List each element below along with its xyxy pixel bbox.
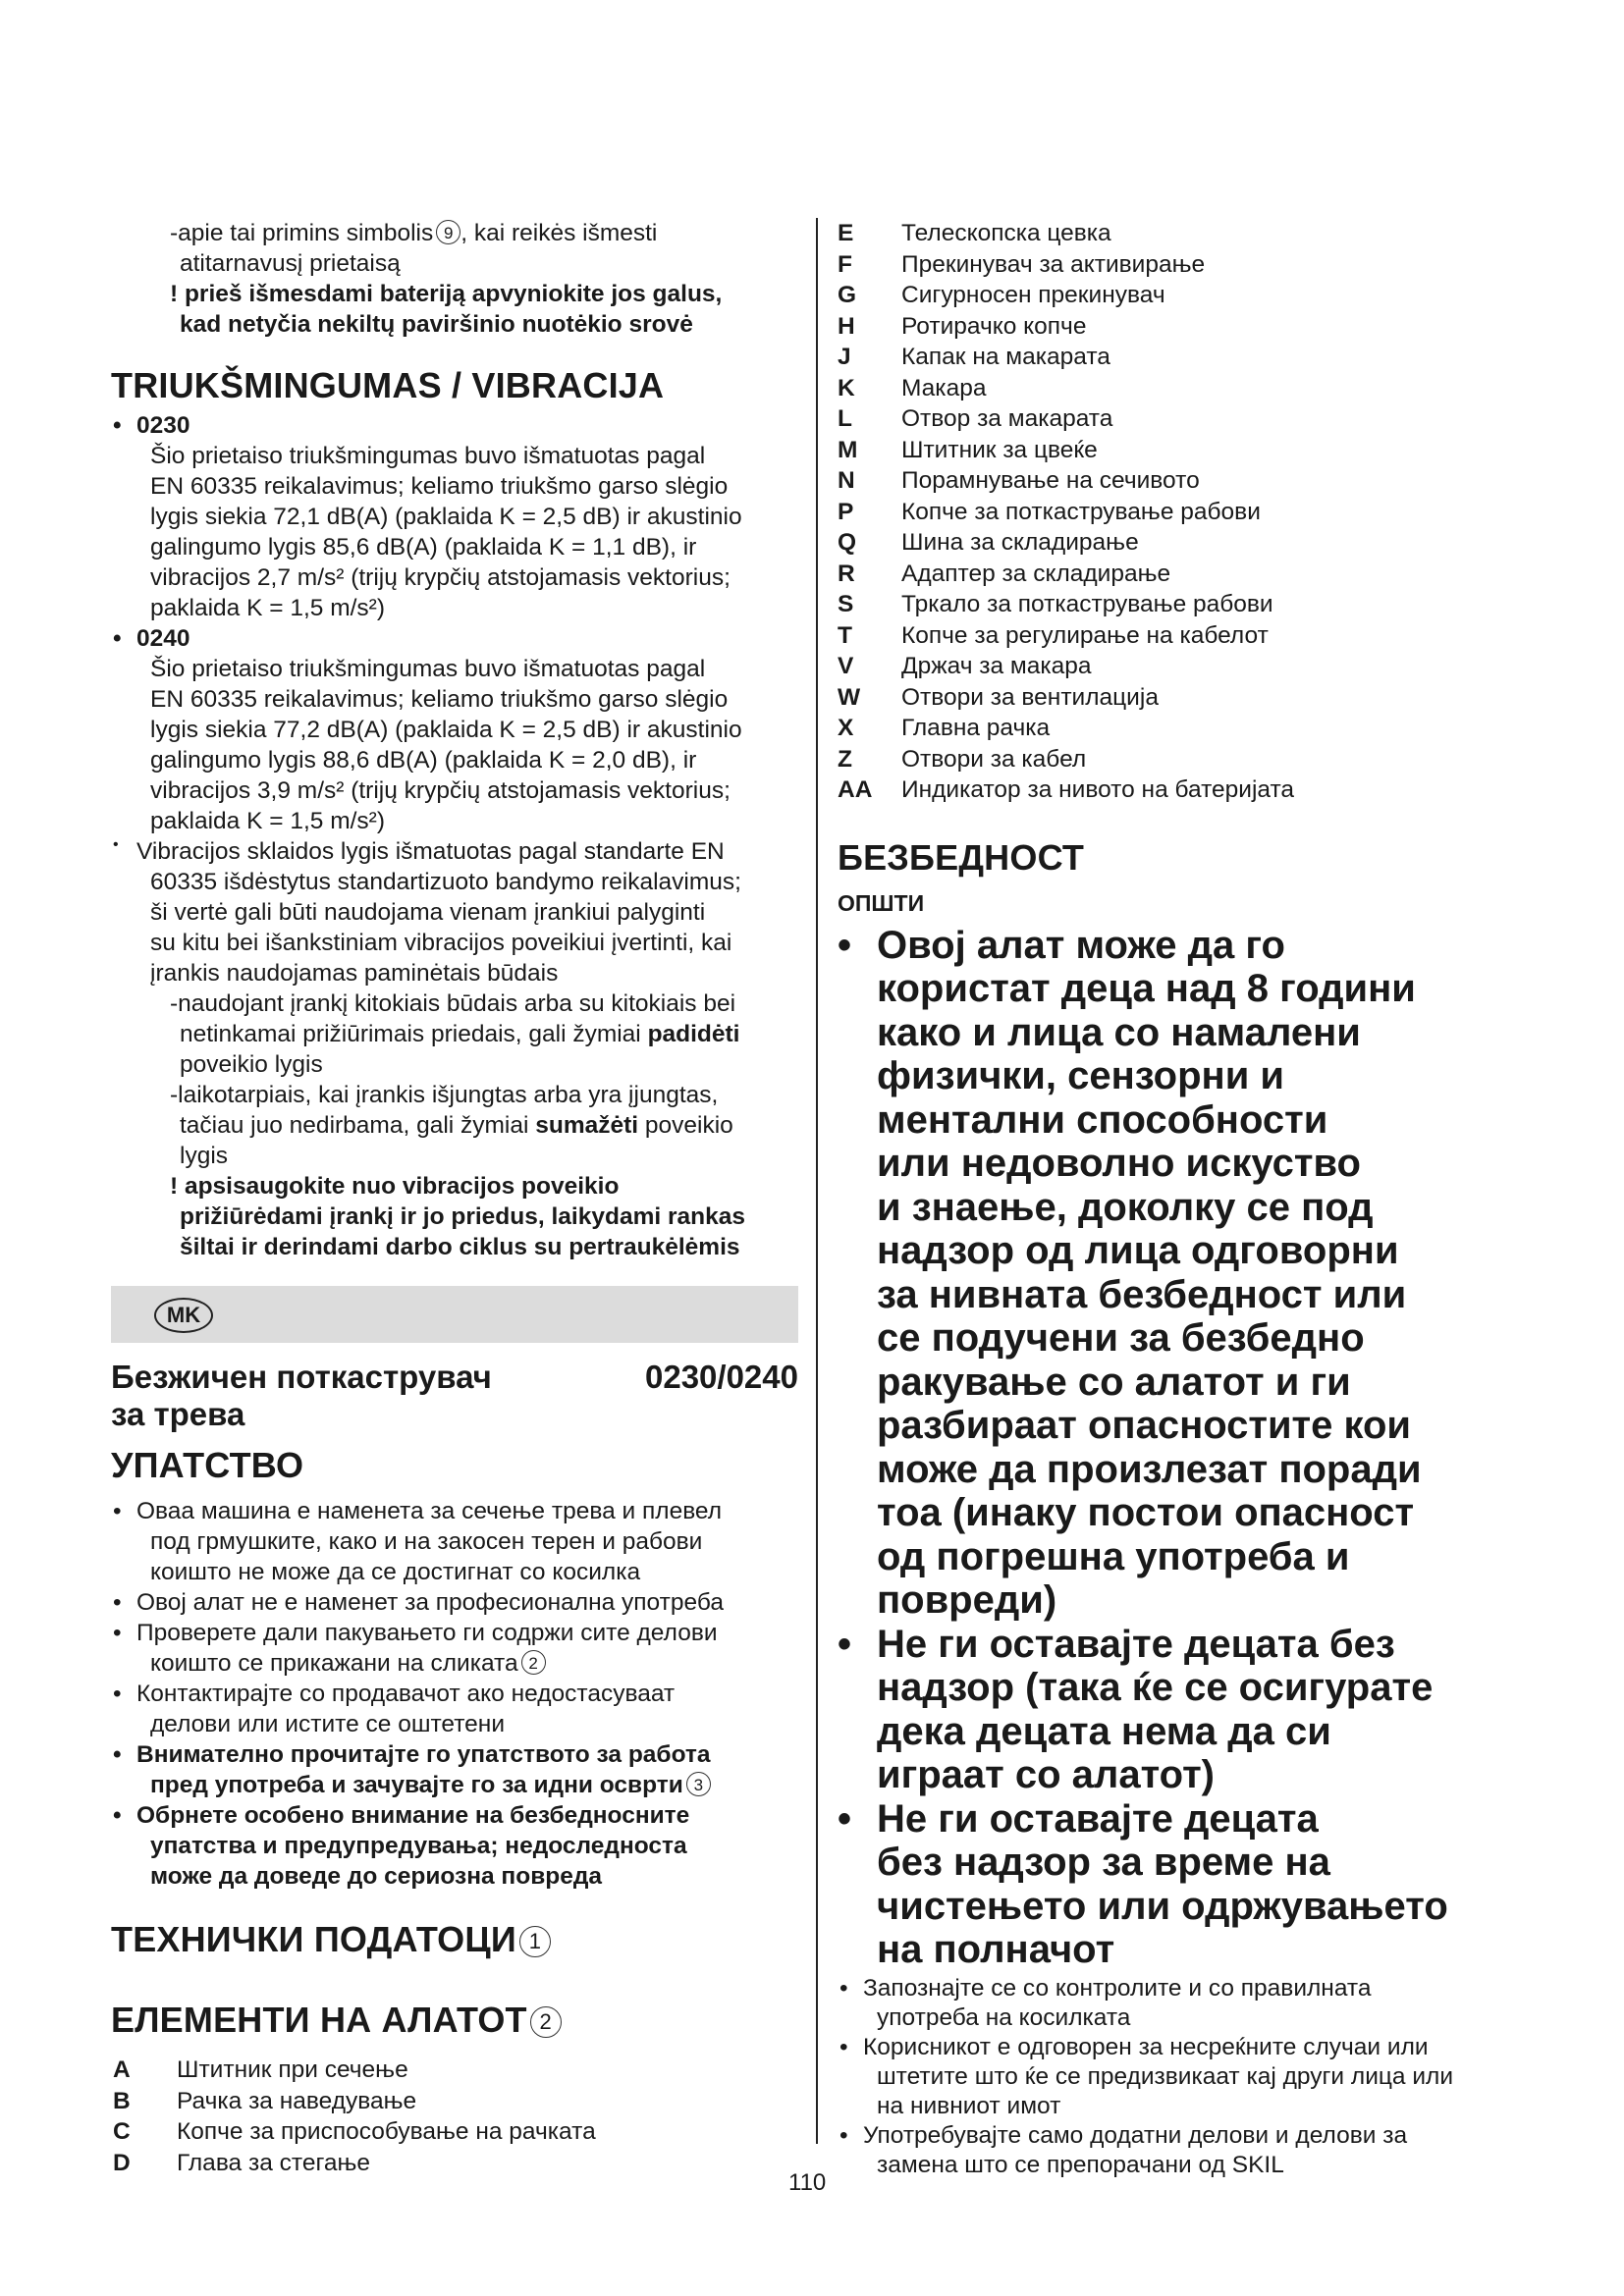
tech-data-title: ТЕХНИЧКИ ПОДАТОЦИ [111,1919,516,1959]
safety-warning-line: чистењето или одржувањето [877,1884,1448,1928]
safety-warning-line: на полначот [877,1928,1115,1971]
tech-data-heading [111,1919,798,1960]
tool-element-key: D [113,2149,131,2176]
safety-rule-line: на нивниот имот [877,2092,1061,2119]
safety-warning-line: како и лица со намалени [877,1010,1361,1054]
model-0240-label: • 0240 [111,623,798,654]
tool-element-row [838,497,1525,528]
disposal-note [111,218,798,340]
tool-element-label: Адаптер за складирање [901,560,1171,587]
tool-element-label: Ротирачко копче [901,312,1087,340]
tool-element-row [113,2086,798,2117]
model-0230-text [111,441,798,623]
tool-element-label: Рачка за наведување [177,2087,417,2114]
safety-warning-item [838,924,1525,1623]
tool-element-key: V [838,653,854,679]
tool-element-key: H [838,312,855,340]
vibration-line: įrankis naudojamas paminėtais būdais [150,960,559,987]
tool-element-row [838,744,1525,775]
vib-note-b2-bold: sumažėti [535,1112,639,1139]
vib-note-a1: -naudojant įrankį kitokiais būdais arba su kitokiais bei [170,990,736,1017]
vibration-line: • Vibracijos sklaidos lygis išmatuotas pagal standarte EN [136,838,725,865]
usage-item-line: • Внимателно прочитајте го упатството за работа [136,1741,711,1768]
model-0230-line: EN 60335 reikalavimus; keliamo triukšmo garso slėgio [150,473,729,500]
vibration-line: su kitu bei išankstiniam vibracijos poveikiui įvertinti, kai [150,930,732,956]
tool-element-row [838,651,1525,682]
tool-element-key: C [113,2118,131,2145]
vib-note-b2-tail: poveikio [638,1112,733,1139]
model-0230-line: vibracijos 2,7 m/s² (trijų krypčių atstojamasis vektorius; [150,564,731,591]
vib-note-b2: tačiau juo nedirbama, gali žymiai [180,1112,536,1139]
language-bar [111,1286,798,1343]
tool-element-row [838,280,1525,311]
tool-element-row [838,589,1525,620]
model-0240-line: vibracijos 3,9 m/s² (trijų krypčių atstojamasis vektorius; [150,777,731,804]
tool-element-label: Порамнување на сечивото [901,467,1200,494]
tool-element-row [838,218,1525,249]
tool-element-row [838,342,1525,373]
tool-element-row [838,403,1525,435]
tool-element-key: S [838,591,854,617]
tool-element-label: Глава за стегање [177,2149,371,2176]
safety-warning-line: • Овој алат може да го [877,923,1285,967]
column-divider [816,218,818,2144]
vib-warning-2: prižiūrėdami įrankį ir jo priedus, laikydami rankas [180,1203,745,1230]
tool-element-row [838,774,1525,806]
tool-elements-list-left [111,2055,798,2178]
usage-item-line: • Овој алат не е наменет за професионална употреба [136,1589,724,1616]
model-0230-line: galingumo lygis 85,6 dB(A) (paklaida K = 1,1 dB), ir [150,534,697,561]
usage-item-line: пред употреба и зачувајте го за идни осврти [150,1772,683,1798]
usage-list [111,1496,798,1892]
tool-element-key: T [838,621,852,649]
safety-warning-line: тоа (инаку постои опасност [877,1491,1415,1534]
usage-item-line: • Оваа машина е наменета за сечење трева и плевел [136,1498,723,1524]
tool-element-key: K [838,374,855,401]
safety-heading: БЕЗБЕДНОСТ [838,836,1085,878]
tool-element-key: P [838,498,854,525]
vib-warning-1: ! apsisaugokite nuo vibracijos poveikio [170,1173,620,1200]
figure-1-icon: 1 [519,1926,551,1957]
tool-element-label: Отвор за макарата [901,405,1113,432]
product-model: 0230/0240 [645,1359,798,1395]
symbol-9-icon: 9 [436,220,460,244]
vib-note-a2-bold: padidėti [647,1021,740,1047]
usage-item-line: коишто се прикажани на сликата [150,1650,518,1677]
usage-item [111,1800,798,1892]
model-0240-line: paklaida K = 1,5 m/s²) [150,808,385,834]
safety-rule-item [838,2121,1525,2180]
safety-warning-line: или недоволно искуство [877,1142,1361,1185]
safety-rules-list [838,1974,1525,2180]
safety-rule-line: • Употребувајте само додатни делови и делови за [863,2121,1408,2149]
model-0240-line: lygis siekia 77,2 dB(A) (paklaida K = 2,5 dB) ir akustinio [150,717,742,743]
product-title-line2: за трева [111,1396,245,1432]
vibration-line: 60335 išdėstytus standartizuoto bandymo reikalavimus; [150,869,741,895]
tool-element-label: Држач за макара [901,653,1092,679]
tool-elements-list-right [838,218,1525,806]
safety-warning-line: играат со алатот) [877,1753,1215,1796]
tool-element-label: Шина за складирање [901,529,1139,556]
battery-warning-2: kad netyčia nekiltų paviršinio nuotėkio srovė [180,311,693,338]
tool-elements-heading [111,2000,798,2041]
left-column [111,218,798,2178]
vibration-notes [111,988,798,1262]
model-0230-label: • 0230 [111,410,798,441]
page-number: 110 [788,2169,827,2196]
tool-element-key: A [113,2056,131,2083]
usage-item-line: под грмушките, како и на закосен терен и рабови [150,1528,703,1555]
safety-warning-line: и знаење, доколку се под [877,1185,1374,1229]
tool-element-row [838,373,1525,404]
tool-element-row [113,2055,798,2086]
tool-element-label: Штитник за цвеќе [901,436,1098,463]
tool-element-label: Копче за приспособување на рачката [177,2118,596,2145]
vibration-line: ši vertė gali būti naudojama vienam įrankiui palyginti [150,899,706,926]
noise-vibration-heading: TRIUKŠMINGUMAS / VIBRACIJA [111,365,665,405]
model-0240-text [111,654,798,836]
tool-element-label: Телескопска цевка [901,220,1111,246]
tool-element-row [838,713,1525,744]
safety-warning-line: • Не ги оставајте децата без [877,1622,1395,1666]
safety-warning-line: • Не ги оставајте децата [877,1796,1319,1841]
usage-item [111,1496,798,1587]
tool-element-key: AA [838,776,873,803]
tool-element-label: Штитник при сечење [177,2056,408,2083]
safety-rule-line: • Корисникот е одговорен за несреќните случаи или [863,2033,1429,2060]
usage-item-line-wrap [136,1770,798,1800]
usage-item-line: • Обрнете особено внимание на безбедносните [136,1802,690,1829]
safety-warning-line: користат деца над 8 години [877,967,1416,1010]
tool-element-label: Копче за регулирање на кабелот [901,621,1269,649]
usage-item-line: може да доведе до сериозна повреда [150,1863,603,1890]
tool-element-row [838,559,1525,590]
model-0240-line: Šio prietaiso triukšmingumas buvo išmatuotas pagal [150,656,706,682]
safety-warning-line: дека децата нема да си [877,1709,1331,1753]
safety-warning-line: физички, сензорни и [877,1054,1284,1097]
safety-rule-item [838,1974,1525,2033]
usage-item [111,1618,798,1679]
safety-warning-line: надзор од лица одговорни [877,1229,1399,1272]
figure-2-icon: 2 [521,1650,546,1675]
tool-element-label: Индикатор за нивото на батеријата [901,776,1295,803]
language-badge: MK [154,1298,213,1333]
tool-element-row [113,2116,798,2148]
tool-element-row [838,311,1525,343]
product-title: Безжичен поткаструвач [111,1359,492,1395]
tool-element-key: M [838,436,858,463]
tool-element-key: E [838,220,854,246]
safety-rule-line: • Запознајте се со контролите и со правилната [863,1974,1372,2002]
vibration-bullet [111,836,798,988]
tool-element-row [113,2148,798,2179]
usage-item-line: • Контактирајте со продавачот ако недостасуваат [136,1681,676,1707]
usage-item [111,1587,798,1618]
tool-element-row [838,465,1525,497]
tool-element-key: Q [838,529,857,556]
model-0230-line: Šio prietaiso triukšmingumas buvo išmatuotas pagal [150,443,706,469]
battery-warning-1: ! prieš išmesdami bateriją apvyniokite jos galus, [170,281,723,307]
tool-element-label: Тркало за поткастрување рабови [901,591,1273,617]
usage-heading: УПАТСТВО [111,1445,304,1485]
safety-warning-line: без надзор за време на [877,1841,1330,1884]
safety-warning-line: се подучени за безбедно [877,1316,1365,1360]
tool-element-row [838,620,1525,652]
safety-rule-line: штетите што ќе се предизвикаат кај други лица или [877,2062,1454,2090]
safety-warning-line: разбираат опасностите кои [877,1404,1412,1447]
safety-warning-line: за нивната безбедност или [877,1272,1407,1316]
tool-element-label: Главна рачка [901,715,1051,741]
safety-rule-line: употреба на косилката [877,2003,1131,2031]
figure-3-icon: 3 [686,1772,711,1796]
usage-item-line: • Проверете дали пакувањето ги содржи сите делови [136,1620,718,1646]
general-subheading: ОПШТИ [838,889,925,916]
tool-element-key: R [838,560,855,587]
tool-element-row [838,682,1525,714]
tool-element-key: J [838,344,851,370]
safety-warning-item [838,1797,1525,1972]
usage-item [111,1679,798,1739]
vib-warning-3: šiltai ir derindami darbo ciklus su pertraukėlėmis [180,1234,740,1260]
safety-warning-item [838,1623,1525,1797]
safety-warning-line: надзор (така ќе се осигурате [877,1666,1434,1709]
usage-item-line: делови или истите се оштетени [150,1711,506,1737]
safety-warning-line: може да произлезат поради [877,1447,1422,1491]
tool-element-label: Отвори за вентилација [901,683,1159,711]
tool-element-label: Макара [901,374,987,401]
intro-line2: atitarnavusį prietaisą [180,250,401,277]
model-0230-line: lygis siekia 72,1 dB(A) (paklaida K = 2,5 dB) ir akustinio [150,504,742,530]
safety-rule-item [838,2033,1525,2121]
tool-element-key: B [113,2087,131,2114]
product-title-row [111,1359,798,1396]
tool-element-row [838,527,1525,559]
tool-elements-title: ЕЛЕМЕНТИ НА АЛАТОТ [111,2000,527,2040]
intro-line1: -apie tai primins simbolis [170,220,434,246]
safety-warnings-list [838,924,1525,1972]
tool-element-key: L [838,405,852,432]
vib-note-b3: lygis [180,1143,229,1169]
safety-warning-line: ментални способности [877,1097,1328,1142]
safety-rule-line: замена што се препорачани од SKIL [877,2151,1284,2178]
usage-item-line-wrap [136,1648,798,1679]
safety-warning-line: ракување со алатот и ги [877,1360,1351,1404]
intro-line1-tail: , kai reikės išmesti [460,220,658,246]
tool-element-row [838,435,1525,466]
vib-note-b1: -laikotarpiais, kai įrankis išjungtas arba yra įjungtas, [170,1082,719,1108]
model-0230-line: paklaida K = 1,5 m/s²) [150,595,385,621]
usage-item-line: коишто не може да се достигнат со косилка [150,1559,641,1585]
right-column [838,218,1525,2180]
tool-element-row [838,249,1525,281]
model-0240-line: galingumo lygis 88,6 dB(A) (paklaida K = 2,0 dB), ir [150,747,697,774]
tool-element-label: Копче за поткастрување рабови [901,498,1261,525]
usage-item [111,1739,798,1800]
tool-element-key: G [838,282,857,308]
safety-warning-line: повреди) [877,1578,1057,1622]
figure-2-icon: 2 [530,2006,562,2038]
vibration-text [136,836,798,988]
usage-item-line: упатства и предупредувања; недоследноста [150,1833,687,1859]
tool-element-label: Сигурносен прекинувач [901,282,1165,308]
tool-element-key: W [838,683,861,711]
safety-warning-line: од погрешна употреба и [877,1534,1350,1578]
tool-element-key: F [838,250,852,278]
vib-note-a2: netinkamai prižiūrimais priedais, gali žymiai [180,1021,648,1047]
tool-element-key: N [838,467,855,494]
model-0240-line: EN 60335 reikalavimus; keliamo triukšmo garso slėgio [150,686,729,713]
tool-element-label: Прекинувач за активирање [901,250,1206,278]
tool-element-key: X [838,715,854,741]
vib-note-a3: poveikio lygis [180,1051,323,1078]
tool-element-label: Отвори за кабел [901,745,1087,773]
tool-element-key: Z [838,745,852,773]
tool-element-label: Капак на макарата [901,344,1110,370]
